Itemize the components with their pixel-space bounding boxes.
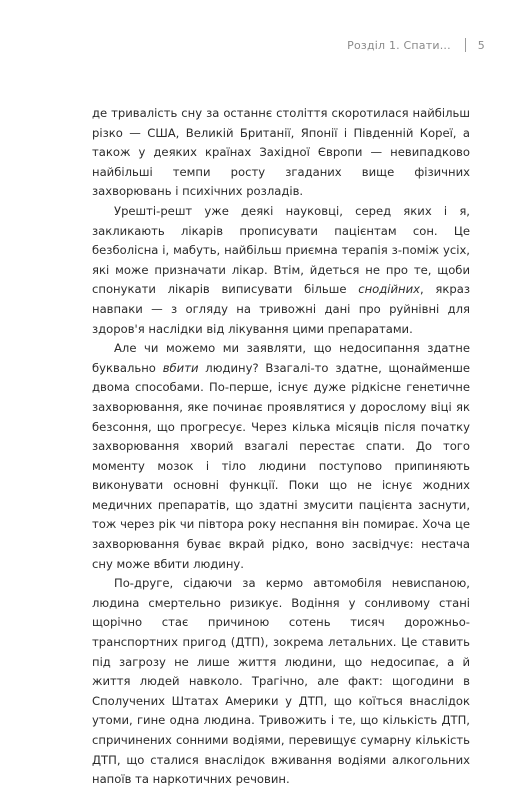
paragraph: [92, 574, 470, 790]
text-run: , якраз навпаки — з огляду на тривожні дані про руйнівні для здоров'я наслідки від лікування цими препаратами.: [92, 282, 471, 336]
text-run: По-друге, сідаючи за кермо автомобіля невиспаною, людина смертельно ризикує. Водіння у сонливому стані щорічно стає причиною сотень тисяч дорожньо-транспортних пригод (ДТП), зокрема летальних. Це ставить під загрозу не лише життя людини, що недосипає, а й життя людей навколо. Трагічно, але факт: щогодини в Сполучених Штатах Америки у ДТП, що коїться внаслідок утоми, гине одна людина. Тривожить і те, що кількість ДТП, спричинених сонними водіями, перевищує сумарну кількість ДТП, що сталися внаслідок вживання водіями алкогольних напоїв та наркотичних речовин.: [92, 576, 470, 787]
chapter-title: Розділ 1. Спати...: [347, 38, 451, 52]
page-number: 5: [477, 38, 485, 52]
emphasized-text: снодійних: [358, 282, 420, 297]
paragraph: [92, 104, 470, 202]
paragraph: [92, 339, 470, 574]
text-run: людину? Взагалі-то здатне, щонайменше двома способами. По-перше, існує дуже рідкісне генетичне захворювання, яке починає проявлятися у дорослому віці як безсоння, що прогресує. Через кілька місяців після початку захворювання хворий взагалі перестає спати. До того моменту мозок і тіло людини поступово припиняють виконувати основні функції. Поки що не існує жодних медичних препаратів, що здатні змусити пацієнта заснути, тож через рік чи півтора року неспання він помирає. Хоча це захворювання буває вкрай рідко, воно засвідчує: нестача сну може вбити людину.: [92, 360, 470, 571]
running-header: [347, 38, 485, 52]
text-run: Урешті-решт уже деякі науковці, серед яких і я, закликають лікарів прописувати пацієнтам сон. Це безболісна і, мабуть, найбільш приємна терапія з-поміж усіх, які може призначати лікар. Втім, йдеться не про те, щоби спонукати лікарів виписувати більше: [92, 203, 470, 297]
paragraph: [92, 202, 470, 339]
header-divider: [465, 38, 466, 52]
body-text: [92, 104, 470, 790]
text-run: Але чи можемо ми заявляти, що недосипання здатне буквально: [92, 341, 470, 375]
text-run: де тривалість сну за останнє століття скоротилася найбільш різко — США, Великій Британії, Японії і Південній Кореї, а також у деяких країнах Західної Європи — невипадково найбільші темпи росту згаданих вище фізичних захворювань і психічних розладів.: [92, 106, 470, 199]
emphasized-text: вбити: [162, 360, 199, 375]
